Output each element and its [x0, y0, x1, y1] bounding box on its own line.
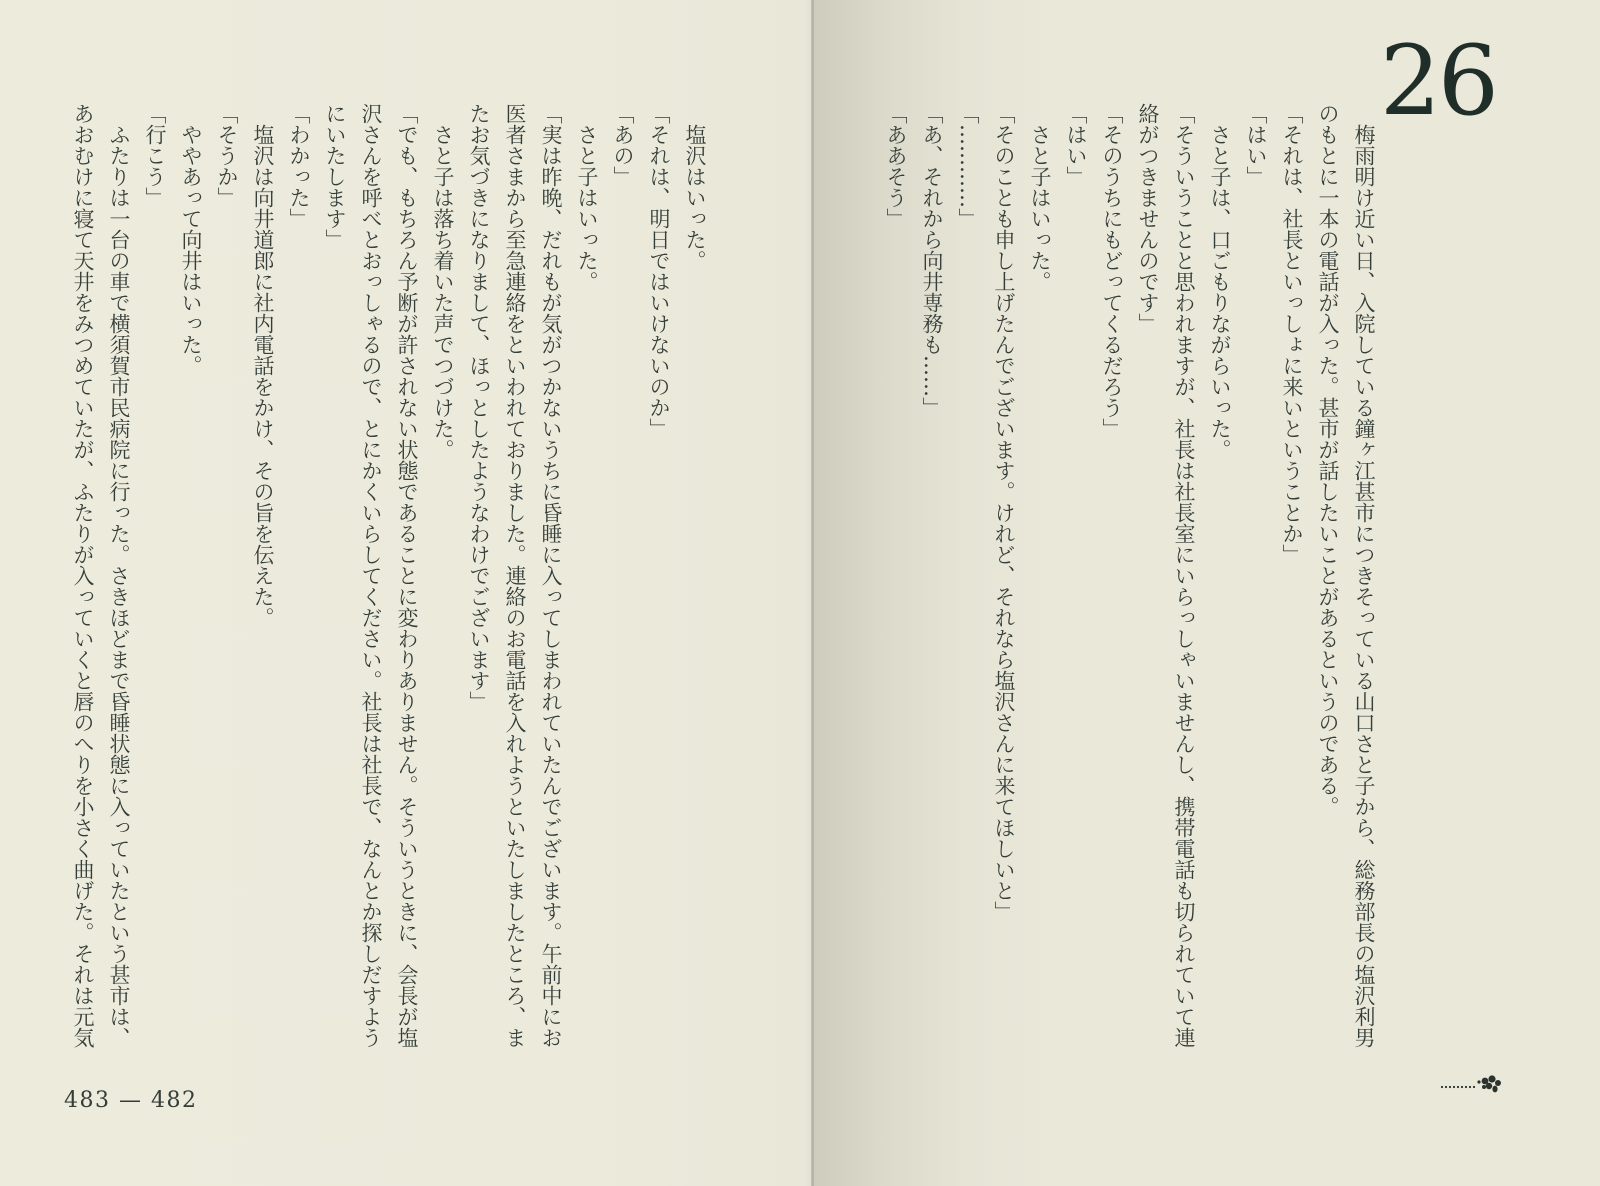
- text-line: さと子はいった。: [575, 124, 599, 292]
- text-line: 「でも、もちろん予断が許されない状態であることに変わりありません。そういうときに、会長が塩: [395, 103, 419, 1048]
- text-line: 「そのうちにもどってくるだろう」: [1100, 103, 1124, 439]
- text-line: 絡がつきませんのです」: [1136, 103, 1160, 334]
- text-line: にいたします」: [323, 103, 347, 250]
- text-line: 塩沢はいった。: [683, 124, 707, 271]
- footer-page-numbers: 483 — 482: [64, 1088, 198, 1113]
- text-line: 「わかった」: [287, 103, 311, 229]
- text-line: 「そのことも申し上げたんでございます。けれど、それなら塩沢さんに来てほしいと」: [992, 103, 1016, 922]
- text-line: 「あの」: [611, 103, 635, 187]
- chapter-number: 26: [1379, 25, 1496, 137]
- book-gutter-shadow: [811, 0, 814, 1186]
- text-line: 「行こう」: [143, 103, 167, 208]
- text-line: 「はい」: [1064, 103, 1088, 187]
- text-line: たお気づきになりまして、ほっとしたようなわけでございます」: [467, 103, 491, 712]
- text-line: さと子は落ち着いた声でつづけた。: [431, 124, 455, 460]
- text-line: さと子はいった。: [1028, 124, 1052, 292]
- text-line: 「それは、社長といっしょに来いということか」: [1280, 103, 1304, 565]
- text-line: 梅雨明け近い日、入院している鐘ヶ江甚市につきそっている山口さと子から、総務部長の塩沢利男: [1352, 124, 1376, 1048]
- text-line: 塩沢は向井道郎に社内電話をかけ、その旨を伝えた。: [251, 124, 275, 628]
- text-line: ふたりは一台の車で横須賀市民病院に行った。さきほどまで昏睡状態に入っていたという甚市は、: [107, 124, 131, 1048]
- chapter-end-ornament: [1440, 1072, 1504, 1098]
- text-line: 「そうか」: [215, 103, 239, 208]
- text-line: あおむけに寝て天井をみつめていたが、ふたりが入っていくと唇のへりを小さく曲げた。それは元気: [71, 103, 95, 1048]
- text-line: 「実は昨晩、だれもが気がつかないうちに昏睡に入ってしまわれていたんでございます。午前中にお: [539, 103, 563, 1048]
- text-line: さと子は、口ごもりながらいった。: [1208, 124, 1232, 460]
- right-page-text: [876, 103, 1382, 1161]
- text-line: 沢さんを呼べとおっしゃるので、とにかくいらしてください。社長は社長で、なんとか探しだすよう: [359, 103, 383, 1048]
- text-line: 「そういうことと思われますが、社長は社長室にいらっしゃいませんし、携帯電話も切られていて連: [1172, 103, 1196, 1048]
- left-page-text: [61, 103, 713, 1161]
- text-line: 「それは、明日ではいけないのか」: [647, 103, 671, 439]
- text-line: ややあって向井はいった。: [179, 124, 203, 376]
- text-line: のもとに一本の電話が入った。甚市が話したいことがあるというのである。: [1316, 103, 1340, 817]
- text-line: 「はい」: [1244, 103, 1268, 187]
- text-line: 「…………」: [956, 103, 980, 229]
- text-line: 医者さまから至急連絡をといわれておりました。連絡のお電話を入れようといたしましたところ、ま: [503, 103, 527, 1048]
- text-line: 「あ、それから向井専務も……」: [920, 103, 944, 418]
- text-line: 「ああそう」: [884, 103, 908, 229]
